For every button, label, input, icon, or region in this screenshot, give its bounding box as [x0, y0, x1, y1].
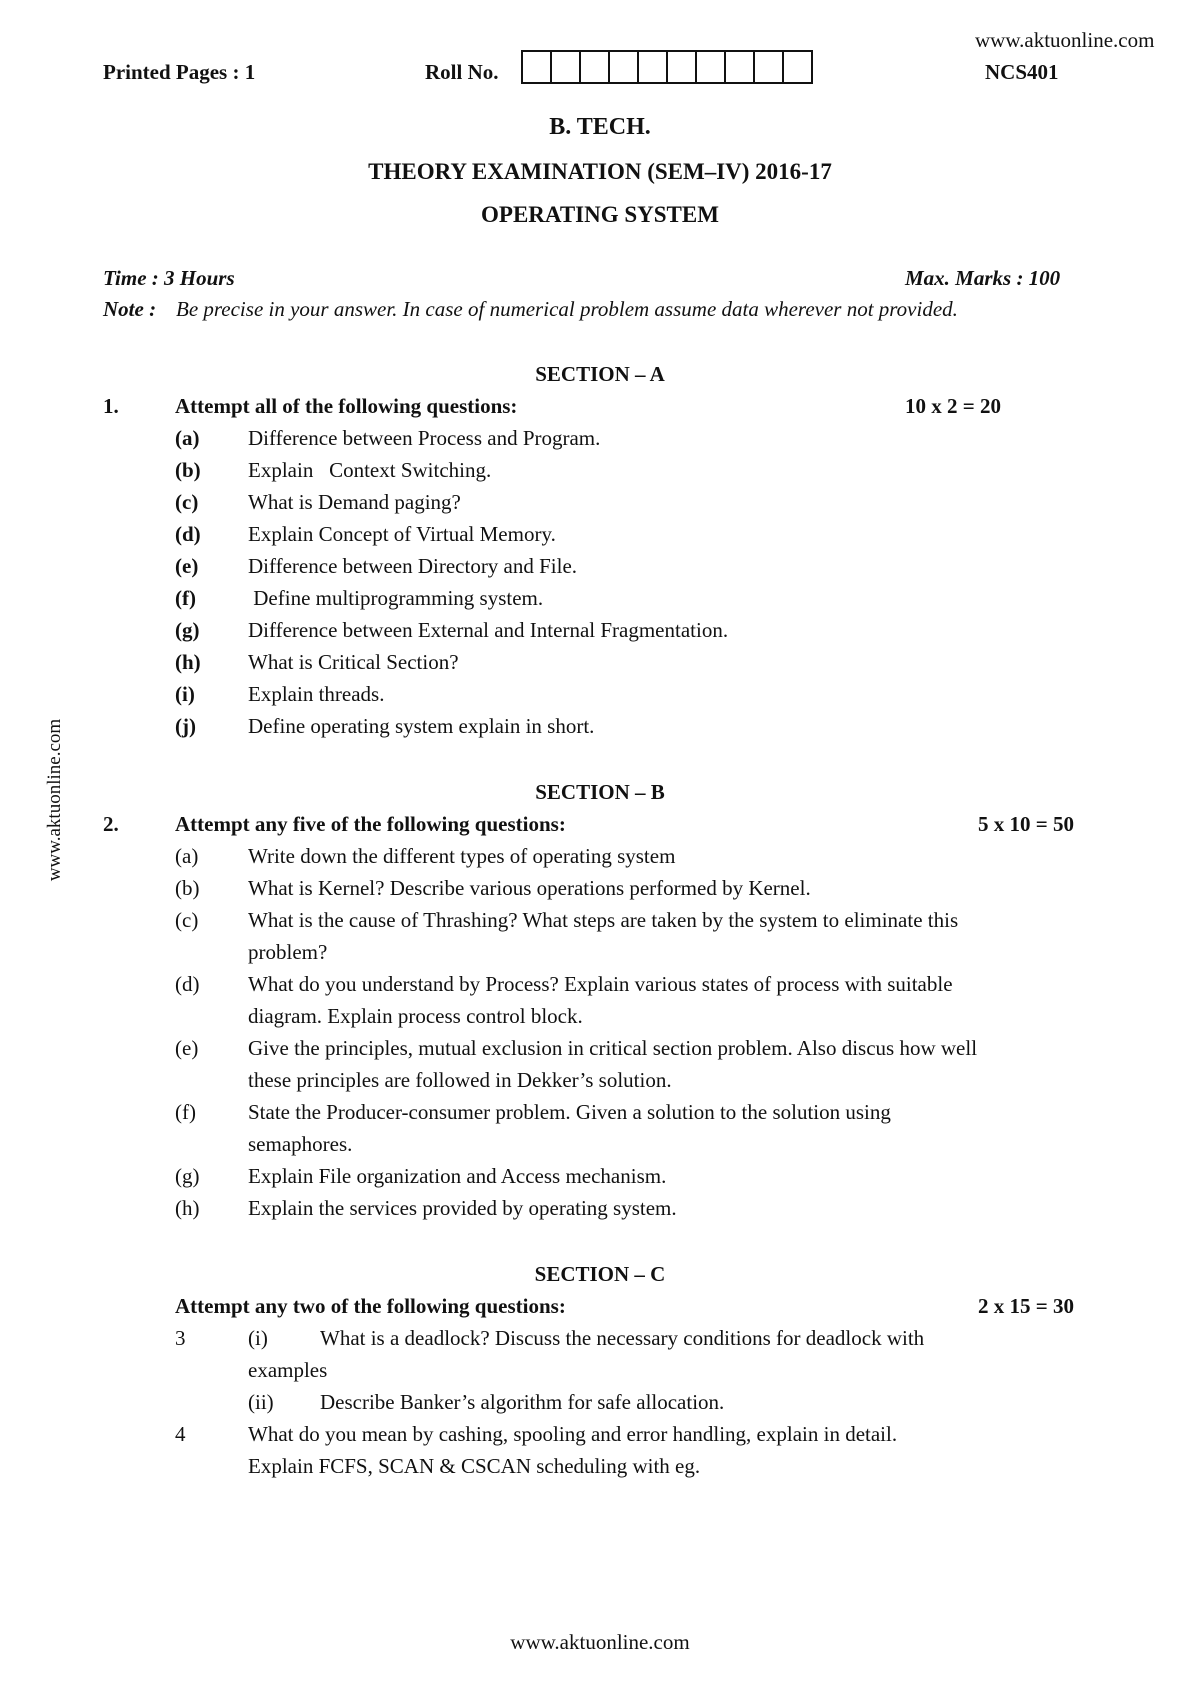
section-a-item-text: Explain Context Switching.	[248, 458, 492, 482]
question-4-number: 4	[175, 1422, 186, 1446]
section-b-item-label: (g)	[175, 1164, 200, 1188]
section-b-item-text: State the Producer-consumer problem. Given a solution to the solution using	[248, 1100, 891, 1124]
section-a-item-text: Explain Concept of Virtual Memory.	[248, 522, 556, 546]
max-marks: Max. Marks : 100	[905, 266, 1061, 290]
question-3-i-text: What is a deadlock? Discuss the necessary conditions for deadlock with	[320, 1326, 925, 1350]
time-label: Time : 3 Hours	[103, 266, 235, 290]
section-a-item-text: Define multiprogramming system.	[248, 586, 544, 610]
roll-no-box[interactable]	[724, 50, 755, 84]
section-b-instruction: Attempt any five of the following questions:	[175, 812, 566, 836]
question-3-number: 3	[175, 1326, 186, 1350]
section-b-item-text-cont: semaphores.	[248, 1132, 353, 1156]
roll-no-label: Roll No.	[425, 60, 499, 84]
section-a-item-text: What is Demand paging?	[248, 490, 461, 514]
roll-no-boxes[interactable]	[523, 50, 813, 84]
section-b-item-text: What do you understand by Process? Explain various states of process with suitable	[248, 972, 953, 996]
section-a-item-label: (b)	[175, 458, 201, 482]
section-a-item-text: Difference between Process and Program.	[248, 426, 601, 450]
question-4-text-cont: Explain FCFS, SCAN & CSCAN scheduling with eg.	[248, 1454, 701, 1478]
section-b-heading: SECTION – B	[535, 780, 665, 804]
roll-no-box[interactable]	[637, 50, 668, 84]
roll-no-box[interactable]	[666, 50, 697, 84]
section-c-heading: SECTION – C	[534, 1262, 666, 1286]
section-b-item-text: Write down the different types of operating system	[248, 844, 676, 868]
site-url-bottom: www.aktuonline.com	[510, 1630, 690, 1654]
question-1-number: 1.	[103, 394, 119, 418]
roll-no-box[interactable]	[608, 50, 639, 84]
side-watermark: www.aktuonline.com	[44, 718, 65, 882]
site-url-top: www.aktuonline.com	[975, 28, 1155, 52]
question-3-ii-text: Describe Banker’s algorithm for safe allocation.	[320, 1390, 725, 1414]
section-c-marks: 2 x 15 = 30	[978, 1294, 1074, 1318]
section-b-item-label: (h)	[175, 1196, 200, 1220]
degree-title: B. TECH.	[549, 114, 651, 140]
section-a-item-text: Explain threads.	[248, 682, 385, 706]
section-a-marks: 10 x 2 = 20	[905, 394, 1001, 418]
section-b-item-text: Explain the services provided by operating system.	[248, 1196, 677, 1220]
roll-no-box[interactable]	[782, 50, 813, 84]
question-3-i-label: (i)	[248, 1326, 268, 1350]
roll-no-box[interactable]	[753, 50, 784, 84]
section-b-item-label: (b)	[175, 876, 200, 900]
section-a-item-text: What is Critical Section?	[248, 650, 459, 674]
note-text: Be precise in your answer. In case of numerical problem assume data wherever not provided.	[176, 297, 958, 321]
section-b-marks: 5 x 10 = 50	[978, 812, 1074, 836]
section-a-item-text: Define operating system explain in short.	[248, 714, 595, 738]
section-a-item-label: (d)	[175, 522, 201, 546]
roll-no-box[interactable]	[521, 50, 552, 84]
question-2-number: 2.	[103, 812, 119, 836]
section-a-item-label: (e)	[175, 554, 199, 578]
section-a-item-label: (j)	[175, 714, 196, 738]
roll-no-box[interactable]	[550, 50, 581, 84]
section-b-item-text-cont: diagram. Explain process control block.	[248, 1004, 583, 1028]
section-b-item-label: (d)	[175, 972, 200, 996]
section-a-item-label: (a)	[175, 426, 200, 450]
section-a-instruction: Attempt all of the following questions:	[175, 394, 518, 418]
exam-title: THEORY EXAMINATION (SEM–IV) 2016-17	[368, 159, 832, 184]
section-a-item-label: (f)	[175, 586, 196, 610]
section-a-heading: SECTION – A	[535, 362, 665, 386]
paper-code: NCS401	[985, 60, 1059, 84]
section-a-item-label: (h)	[175, 650, 201, 674]
subject-title: OPERATING SYSTEM	[481, 202, 719, 227]
section-b-item-text-cont: problem?	[248, 940, 328, 964]
section-b-item-text: What is Kernel? Describe various operations performed by Kernel.	[248, 876, 811, 900]
section-b-item-text-cont: these principles are followed in Dekker’s solution.	[248, 1068, 672, 1092]
section-b-item-label: (f)	[175, 1100, 196, 1124]
section-b-item-text: Explain File organization and Access mechanism.	[248, 1164, 667, 1188]
printed-pages: Printed Pages : 1	[103, 60, 256, 84]
section-b-item-text: What is the cause of Thrashing? What steps are taken by the system to eliminate this	[248, 908, 959, 932]
roll-no-box[interactable]	[695, 50, 726, 84]
note-label: Note :	[103, 297, 157, 321]
roll-no-box[interactable]	[579, 50, 610, 84]
question-3-i-text-cont: examples	[248, 1358, 328, 1382]
section-a-item-text: Difference between External and Internal Fragmentation.	[248, 618, 729, 642]
question-3-ii-label: (ii)	[248, 1390, 274, 1414]
section-a-item-text: Difference between Directory and File.	[248, 554, 578, 578]
section-b-item-label: (e)	[175, 1036, 199, 1060]
section-b-item-text: Give the principles, mutual exclusion in critical section problem. Also discus how well	[248, 1036, 978, 1060]
section-a-item-label: (i)	[175, 682, 195, 706]
section-a-item-label: (g)	[175, 618, 200, 642]
section-a-item-label: (c)	[175, 490, 199, 514]
section-b-item-label: (c)	[175, 908, 199, 932]
section-b-item-label: (a)	[175, 844, 199, 868]
section-c-instruction: Attempt any two of the following questions:	[175, 1294, 566, 1318]
question-4-text: What do you mean by cashing, spooling and error handling, explain in detail.	[248, 1422, 898, 1446]
